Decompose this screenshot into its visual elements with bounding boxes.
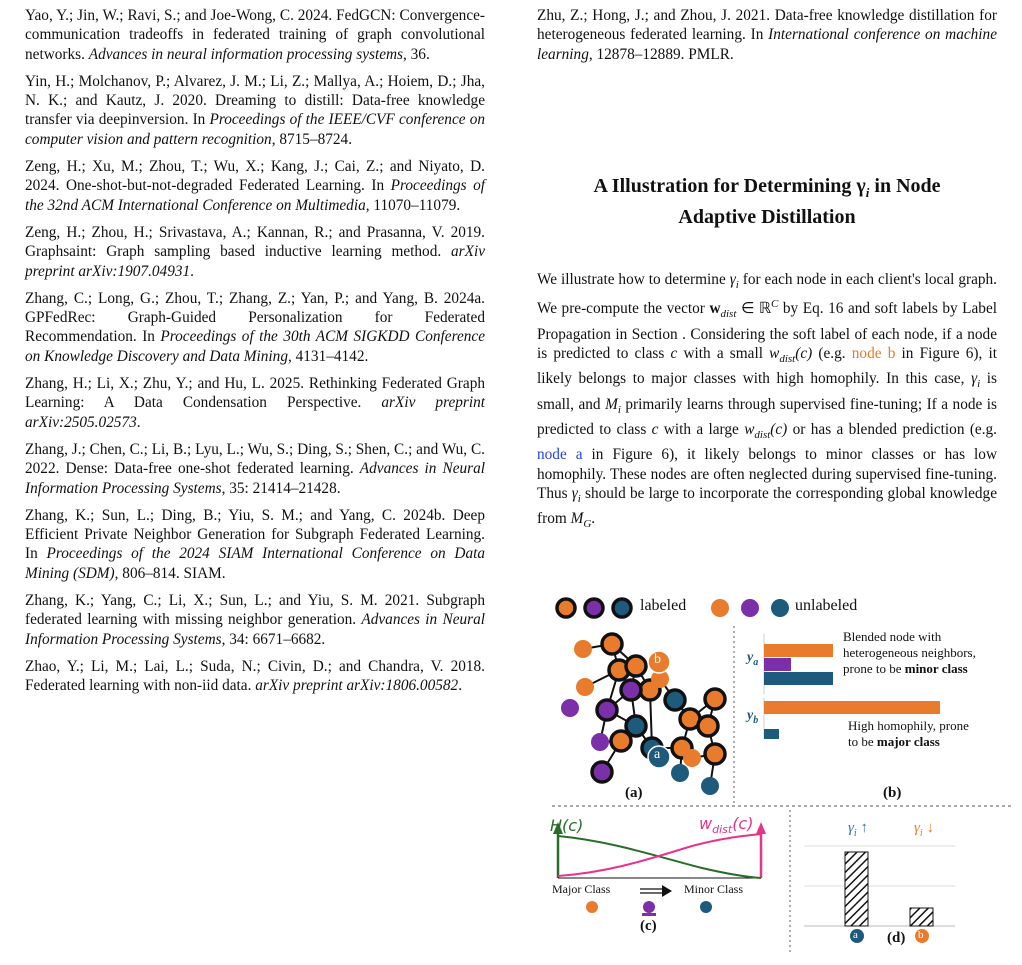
appendix-paragraph	[537, 270, 997, 535]
reference-entry: Zhang, H.; Li, X.; Zhu, Y.; and Hu, L. 2025. Rethinking Federated Graph Learning: A Data Condensation Perspective. arXiv preprint arXiv:2505.02573.	[25, 375, 485, 431]
legend-unlabeled: unlabeled	[795, 597, 858, 614]
gamma-bars	[804, 846, 955, 943]
graph-nodes	[561, 634, 725, 795]
figure-6	[552, 596, 1012, 956]
reference-entry: Zeng, H.; Xu, M.; Zhou, T.; Wu, X.; Kang, J.; Cai, Z.; and Niyato, D. 2024. One-shot-but-not-degraded Federated Learning. In Proceedings of the 32nd ACM International Conference on Multimedia, 11070–11079.	[25, 158, 485, 214]
body-text: We illustrate how to determine $\gamma_i$ for each node in each client's local graph. We pre-compute the vector $w_{dist}$ ∈ ℝ$^C$ by Eq. 16 and soft labels by Label Propagation in Section . Considering the soft label of each node, if a node is predicted to class c with a small $w_{dist}(c)$ (e.g. node b in Figure 6), it likely belongs to major classes with high homophily. In this case, $\gamma_i$ is small, and $M_i$ primarily learns through supervised fine-tuning; If a node is predicted to class c with a large $w_{dist}(c)$ or has a blended prediction (e.g. node a in Figure 6), it likely belongs to minor classes or has low homophily. These nodes are often neglected during supervised fine-tuning. Thus $\gamma_i$ should be large to incorporate the corresponding global knowledge from $M_G$.	[537, 271, 998, 531]
node-a-label: a	[654, 747, 661, 762]
major-class-label: Major Class	[552, 882, 611, 896]
references-left-column	[25, 6, 485, 704]
h-c-label: H(c)	[550, 816, 584, 835]
annotation-major: High homophily, prone to be major class	[848, 718, 969, 749]
caption-a: (a)	[625, 785, 643, 801]
node-b-link[interactable]: node b	[851, 345, 896, 363]
gamma-up-label: $\gamma_i$ ↑	[848, 820, 868, 839]
reference-entry: Zhu, Z.; Hong, J.; and Zhou, J. 2021. Data-free knowledge distillation for heterogeneous federated learning. In International conference on machine learning, 12878–12889. PMLR.	[537, 7, 997, 63]
reference-entry: Zhang, K.; Yang, C.; Li, X.; Sun, L.; and Yiu, S. M. 2021. Subgraph federated learning with missing neighbor generation. Advances in Neural Information Processing Systems, 34: 6671–6682.	[25, 592, 485, 648]
reference-entry: Zhang, C.; Long, G.; Zhou, T.; Zhang, Z.; Yan, P.; and Yang, B. 2024a. GPFedRec: Graph-Guided Personalization for Federated Recommendation. In Proceedings of the 30th ACM SIGKDD Conference on Knowledge Discovery and Data Mining, 4131–4142.	[25, 289, 485, 365]
legend-labeled: labeled	[640, 597, 687, 614]
caption-b: (b)	[883, 785, 902, 801]
reference-entry: Yao, Y.; Jin, W.; Ravi, S.; and Joe-Wong, C. 2024. FedGCN: Convergence-communication tradeoffs in federated training of graph convolutional networks. Advances in neural information processing systems, 36.	[25, 7, 485, 63]
node-a-link[interactable]: node a	[537, 446, 583, 464]
y-a-label: $y_a$	[747, 650, 759, 668]
reference-entry: Zhao, Y.; Li, M.; Lai, L.; Suda, N.; Civin, D.; and Chandra, V. 2018. Federated learning with non-iid data. arXiv preprint arXiv:1806.00582.	[25, 657, 485, 695]
d-node-b-label: b	[918, 929, 924, 941]
wdist-label: $w_{dist}(c)$	[699, 814, 754, 837]
reference-entry: Yin, H.; Molchanov, P.; Alvarez, J. M.; Li, Z.; Mallya, A.; Hoiem, D.; Jha, N. K.; and Kautz, J. 2020. Dreaming to distill: Data-free knowledge transfer via deepinversion. In Proceedings of the IEEE/CVF conference on computer vision and pattern recognition, 8715–8724.	[25, 72, 485, 148]
node-b-label: b	[654, 652, 661, 667]
minor-class-label: Minor Class	[684, 882, 744, 896]
right-column	[537, 6, 997, 72]
annotation-minor: Blended node with heterogeneous neighbors, prone to be minor class	[843, 629, 976, 676]
reference-entry: Zhang, J.; Chen, C.; Li, B.; Lyu, L.; Wu, S.; Ding, S.; Shen, C.; and Wu, C. 2022. Dense: Data-free one-shot federated learning. Advances in Neural Information Processing Systems, 35: 21414–21428.	[25, 440, 485, 497]
reference-entry: Zhang, K.; Sun, L.; Ding, B.; Yiu, S. M.; and Yang, C. 2024b. Deep Efficient Private Neighbor Generation for Subgraph Federated Learning. In Proceedings of the 2024 SIAM International Conference on Data Mining (SDM), 806–814. SIAM.	[25, 506, 485, 582]
gamma-down-label: $\gamma_i$ ↓	[914, 820, 934, 839]
appendix-section	[537, 174, 997, 230]
caption-c: (c)	[640, 918, 657, 934]
y-b-label: $y_b$	[747, 708, 759, 726]
reference-entry: Zeng, H.; Zhou, H.; Srivastava, A.; Kannan, R.; and Prasanna, V. 2019. Graphsaint: Graph sampling based inductive learning method. arXiv preprint arXiv:1907.04931.	[25, 223, 485, 280]
section-title: A Illustration for Determining $\gamma_i$ in Node Adaptive Distillation	[593, 175, 941, 228]
d-node-a-label: a	[853, 929, 858, 941]
caption-d: (d)	[887, 930, 906, 946]
